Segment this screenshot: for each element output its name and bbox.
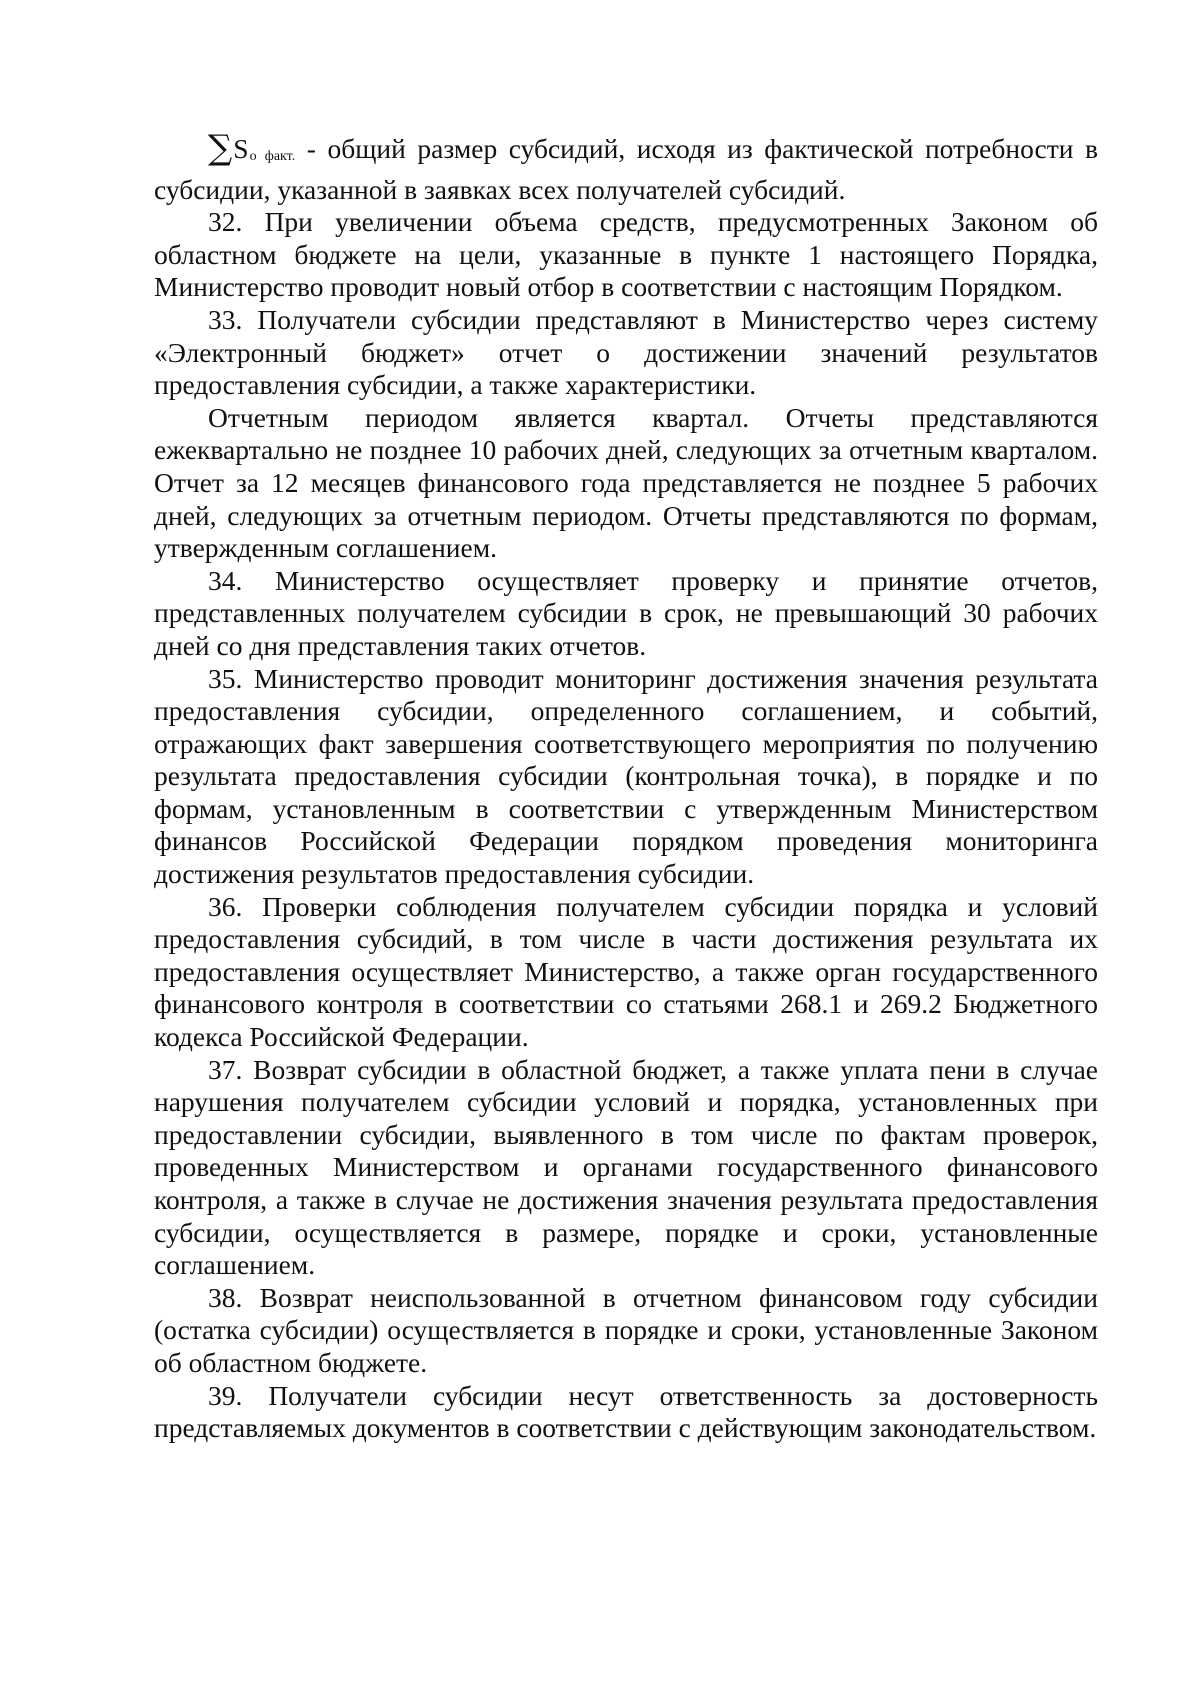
paragraph-36: 36. Проверки соблюдения получателем субсидии порядка и условий предоставления субсидий, в том числе в части достижения результата их предоставления осуществляет Министерство, а также орган государственного финансового контроля в соответствии со статьями 268.1 и 269.2 Бюджетного кодекса Российской Федерации. (154, 890, 1098, 1053)
sigma-symbol: ∑ (208, 128, 233, 168)
formula-variable: S (233, 133, 249, 164)
paragraph-35: 35. Министерство проводит мониторинг достижения значения результата предоставления субсидии, определенного соглашением, и событий, отражающих факт завершения соответствующего мероприятия по получению результата предоставления субсидии (контрольная точка), в порядке и по формам, установленным в соответствии с утвержденным Министерством финансов Российской Федерации порядком проведения мониторинга достижения результатов предоставления субсидии. (154, 662, 1098, 890)
paragraph-32: 32. При увеличении объема средств, предусмотренных Законом об областном бюджете на цели, указанные в пункте 1 настоящего Порядка, Министерство проводит новый отбор в соответствии с настоящим Порядком. (154, 206, 1098, 303)
paragraph-39: 39. Получатели субсидии несут ответственность за достоверность представляемых документов в соответствии с действующим законодательством. (154, 1379, 1098, 1444)
formula-definition (154, 128, 1099, 206)
formula-definition-text: - общий размер субсидий, исходя из фактической потребности в субсидии, указанной в заявках всех получателей субсидий. (154, 133, 1099, 205)
document-page (154, 128, 1099, 1445)
paragraph-37: 37. Возврат субсидии в областной бюджет, а также уплата пени в случае нарушения получателем субсидии условий и порядка, установленных при предоставлении субсидии, выявленного в том числе по фактам проверок, проведенных Министерством и органами государственного финансового контроля, а также в случае не достижения значения результата предоставления субсидии, осуществляется в размере, порядке и сроки, установленные соглашением. (154, 1053, 1098, 1281)
formula-subscript: о факт. (249, 149, 296, 164)
paragraph-33-reporting-period: Отчетным периодом является квартал. Отчеты представляются ежеквартально не позднее 10 рабочих дней, следующих за отчетным кварталом. Отчет за 12 месяцев финансового года представляется не позднее 5 рабочих дней, следующих за отчетным периодом. Отчеты представляются по формам, утвержденным соглашением. (154, 401, 1098, 564)
paragraph-33: 33. Получатели субсидии представляют в Министерство через систему «Электронный бюджет» отчет о достижении значений результатов предоставления субсидии, а также характеристики. (154, 303, 1098, 401)
paragraph-34: 34. Министерство осуществляет проверку и принятие отчетов, представленных получателем субсидии в срок, не превышающий 30 рабочих дней со дня представления таких отчетов. (154, 564, 1098, 661)
paragraph-38: 38. Возврат неиспользованной в отчетном финансовом году субсидии (остатка субсидии) осуществляется в порядке и сроки, установленные Законом об областном бюджете. (154, 1281, 1098, 1378)
